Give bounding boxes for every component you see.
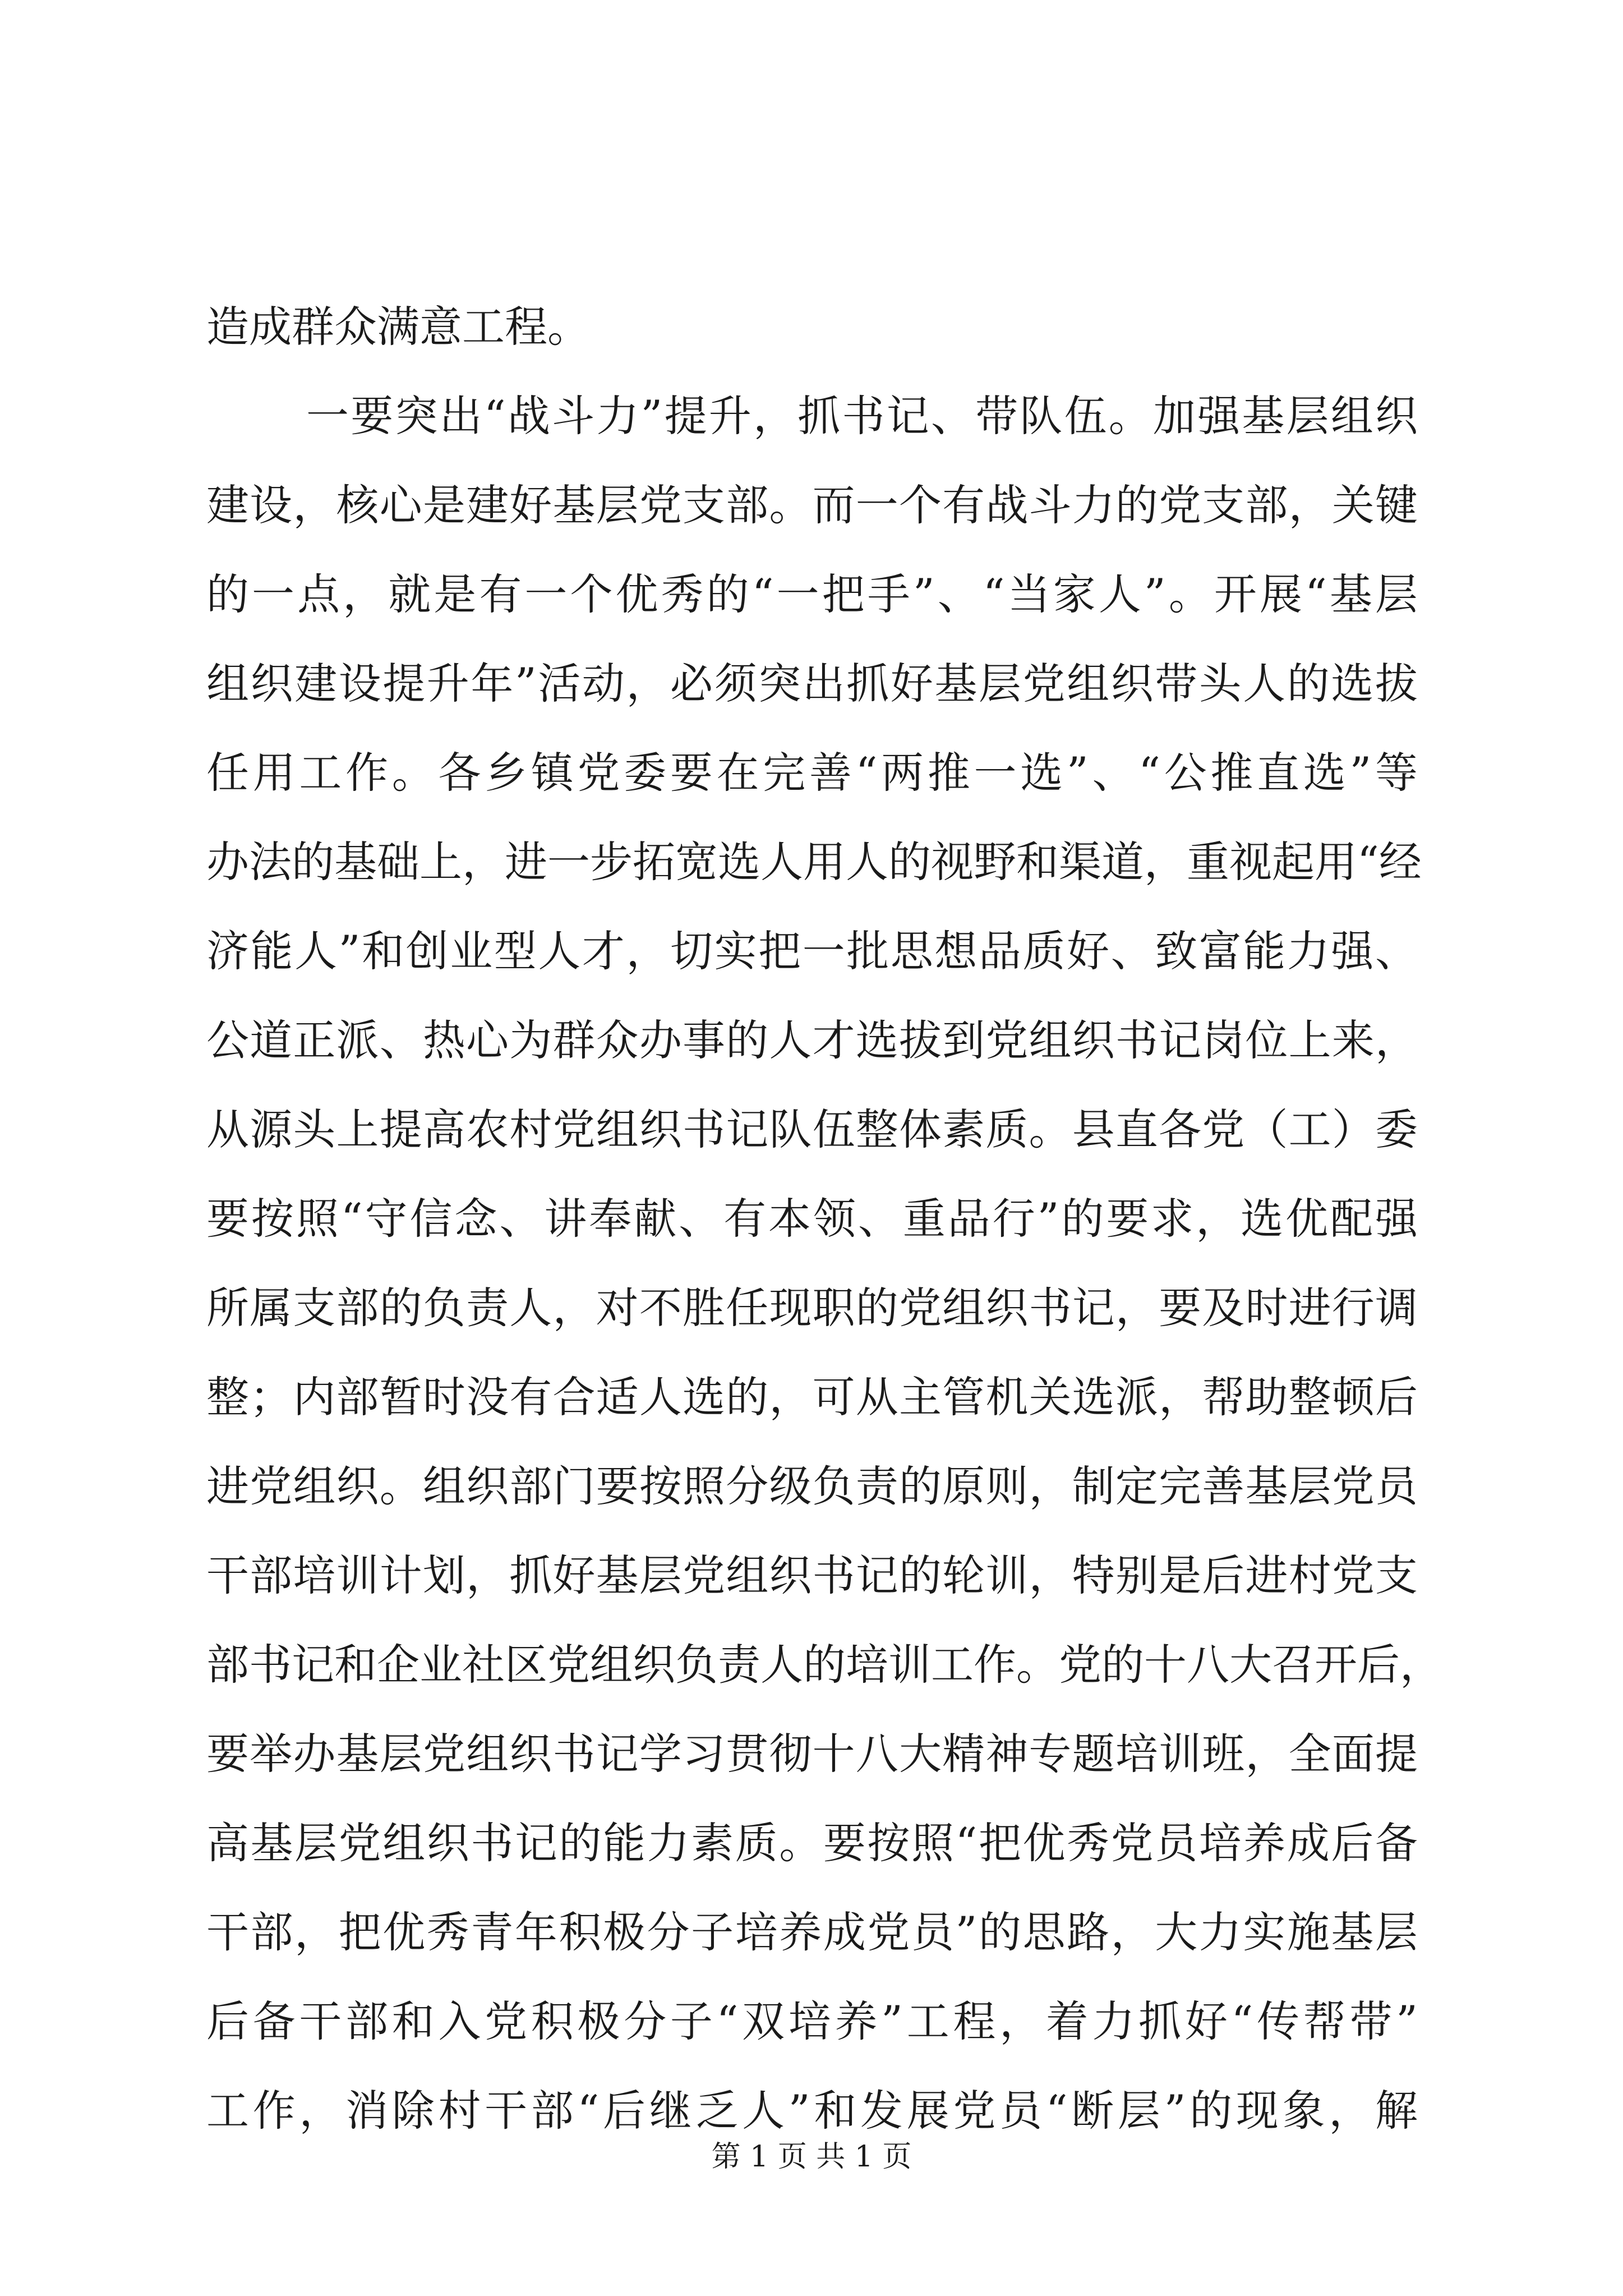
text-line: 整；内部暂时没有合适人选的，可从主管机关选派，帮助整顿后 [206, 1372, 1418, 1422]
paragraph-first-line: 一要突出“战斗力”提升，抓书记、带队伍。加强基层组织 [306, 391, 1418, 441]
text-line: 后备干部和入党积极分子“双培养”工程，着力抓好“传帮带” [206, 1996, 1418, 2046]
page-footer: 第 1 页 共 1 页 [711, 2140, 912, 2174]
text-line: 要举办基层党组织书记学习贯彻十八大精神专题培训班，全面提 [206, 1729, 1418, 1779]
text-line: 任用工作。各乡镇党委要在完善“两推一选”、“公推直选”等 [206, 748, 1418, 798]
text-line: 干部，把优秀青年积极分子培养成党员”的思路，大力实施基层 [206, 1907, 1418, 1957]
text-line: 的一点，就是有一个优秀的“一把手”、“当家人”。开展“基层 [206, 569, 1418, 619]
text-line: 组织建设提升年”活动，必须突出抓好基层党组织带头人的选拔 [206, 659, 1418, 708]
text-line: 工作，消除村干部“后继乏人”和发展党员“断层”的现象，解 [206, 2086, 1418, 2136]
text-line: 干部培训计划，抓好基层党组织书记的轮训，特别是后进村党支 [206, 1550, 1418, 1600]
text-line: 部书记和企业社区党组织负责人的培训工作。党的十八大召开后， [206, 1640, 1442, 1690]
text-line: 从源头上提高农村党组织书记队伍整体素质。县直各党（工）委 [206, 1105, 1418, 1154]
text-line: 办法的基础上，进一步拓宽选人用人的视野和渠道，重视起用“经 [206, 837, 1422, 887]
text-line: 进党组织。组织部门要按照分级负责的原则，制定完善基层党员 [206, 1461, 1418, 1511]
text-line: 所属支部的负责人，对不胜任现职的党组织书记，要及时进行调 [206, 1283, 1418, 1333]
text-line: 造成群众满意工程。 [206, 302, 590, 352]
text-line: 建设，核心是建好基层党支部。而一个有战斗力的党支部，关键 [206, 480, 1418, 530]
text-line: 高基层党组织书记的能力素质。要按照“把优秀党员培养成后备 [206, 1818, 1418, 1868]
text-line: 济能人”和创业型人才，切实把一批思想品质好、致富能力强、 [206, 926, 1418, 976]
text-line: 要按照“守信念、讲奉献、有本领、重品行”的要求，选优配强 [206, 1194, 1418, 1244]
text-line: 公道正派、热心为群众办事的人才选拔到党组织书记岗位上来， [206, 1015, 1418, 1065]
